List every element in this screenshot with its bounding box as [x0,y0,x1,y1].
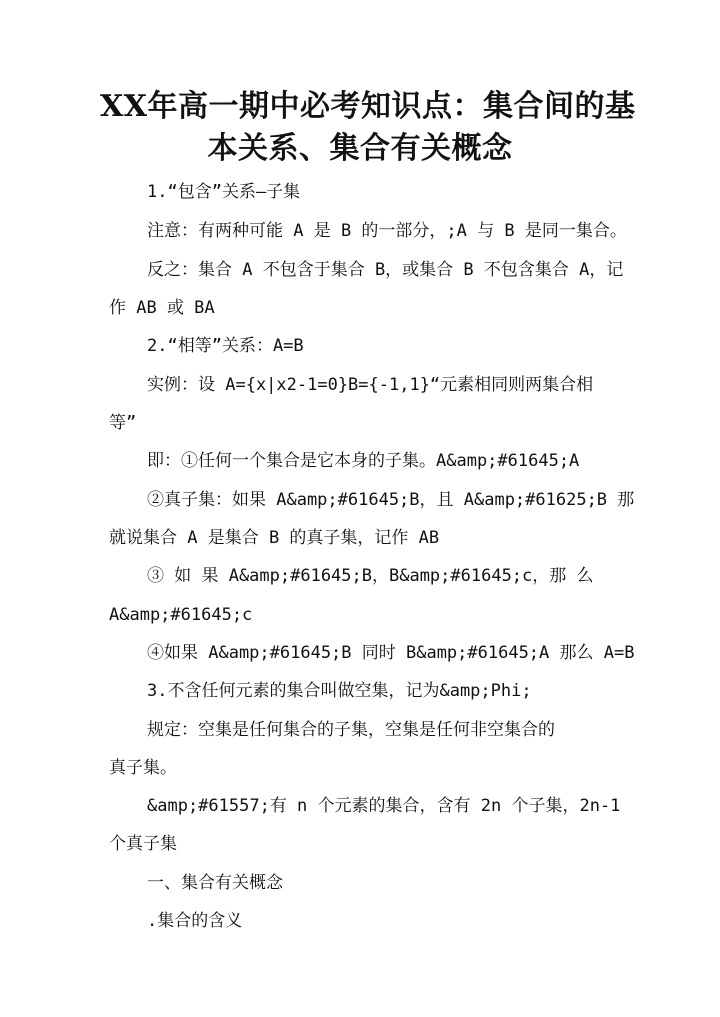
paragraph-line: &amp;#61557;有 n 个元素的集合，含有 2n 个子集，2n-1 [147,796,621,816]
paragraph-line: 个真子集 [109,834,177,854]
title-line-1: XX年高一期中必考知识点：集合间的基 [100,89,636,124]
paragraph-line: A&amp;#61645;c [109,605,253,625]
paragraph-line: 真子集。 [109,758,177,778]
title-line-2: 本关系、集合有关概念 [207,131,513,166]
section-heading-concepts: 一、集合有关概念 [147,873,283,893]
paragraph-line: 即：①任何一个集合是它本身的子集。A&amp;#61645;A [147,451,580,471]
paragraph-line: 规定：空集是任何集合的子集，空集是任何非空集合的 [147,720,555,740]
paragraph-line: ④如果 A&amp;#61645;B 同时 B&amp;#61645;A 那么 A=B [147,643,635,663]
paragraph-line: 作 AB 或 BA [109,298,215,318]
section-heading-empty-set: 3.不含任何元素的集合叫做空集，记为&amp;Phi; [147,681,532,701]
paragraph-line: 就说集合 A 是集合 B 的真子集，记作 AB [109,528,440,548]
section-heading-subset: 1.“包含”关系—子集 [147,182,301,202]
paragraph-line: ②真子集：如果 A&amp;#61645;B，且 A&amp;#61625;B 那 [147,490,635,510]
paragraph-line: 等” [109,413,137,433]
paragraph-line: 注意：有两种可能 A 是 B 的一部分，;A 与 B 是同一集合。 [147,221,627,241]
paragraph-line: 反之：集合 A 不包含于集合 B，或集合 B 不包含集合 A，记 [147,260,624,280]
paragraph-line: 实例：设 A={x|x2-1=0}B={-1,1}“元素相同则两集合相 [147,375,594,395]
section-heading-equal: 2.“相等”关系：A=B [147,336,304,356]
subsection-heading: .集合的含义 [147,911,243,931]
document-title [100,86,636,170]
paragraph-line: ③ 如 果 A&amp;#61645;B，B&amp;#61645;c，那 么 [147,566,594,586]
